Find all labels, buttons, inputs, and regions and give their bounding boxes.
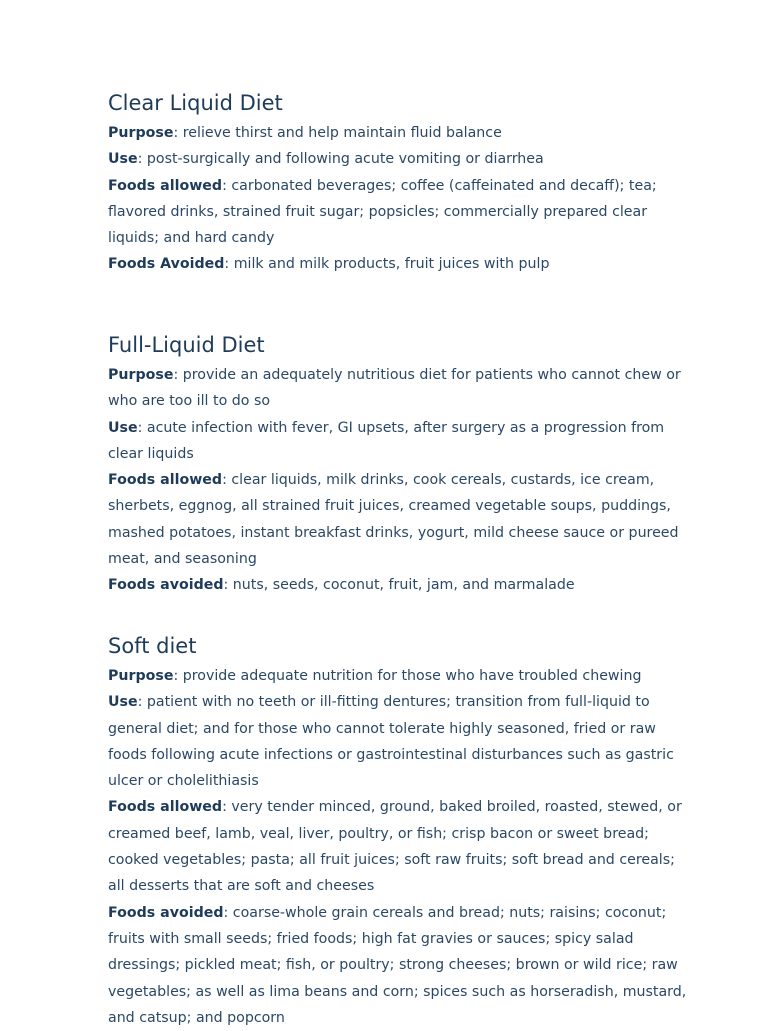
purpose-paragraph — [108, 120, 688, 146]
purpose-label: Purpose — [108, 668, 174, 684]
purpose-paragraph — [108, 663, 688, 689]
purpose-paragraph — [108, 362, 688, 415]
foods-allowed-text: : very tender minced, ground, baked broiled, roasted, stewed, or creamed beef, lamb, veal, liver, poultry, or fish; crisp bacon or sweet bread; cooked vegetables; pasta; all fruit juices; soft raw fruits; soft bread and cereals; all desserts that are soft and cheeses — [108, 799, 682, 895]
foods-allowed-paragraph — [108, 173, 688, 252]
use-text: : post-surgically and following acute vomiting or diarrhea — [137, 151, 544, 168]
foods-avoided-text: : milk and milk products, fruit juices with pulp — [224, 256, 550, 273]
use-label: Use — [108, 151, 138, 168]
section-title: Full-Liquid Diet — [108, 333, 265, 357]
section-clear-liquid-diet — [108, 88, 688, 278]
foods-allowed-label: Foods allowed — [108, 177, 223, 194]
use-paragraph — [108, 146, 688, 172]
foods-allowed-label: Foods allowed — [108, 472, 223, 489]
use-paragraph — [108, 415, 688, 468]
purpose-label: Purpose — [108, 367, 174, 383]
purpose-text: : provide an adequately nutritious diet for patients who cannot chew or who are too ill to do so — [108, 367, 681, 410]
use-paragraph — [108, 689, 688, 794]
purpose-label: Purpose — [108, 125, 174, 141]
use-text: : acute infection with fever, GI upsets, after surgery as a progression from clear liquids — [108, 419, 665, 462]
foods-avoided-text: : nuts, seeds, coconut, fruit, jam, and marmalade — [223, 577, 575, 594]
foods-avoided-paragraph — [108, 572, 688, 598]
foods-allowed-paragraph — [108, 467, 688, 572]
foods-avoided-label: Foods avoided — [108, 904, 224, 921]
use-label: Use — [108, 419, 138, 436]
foods-allowed-label: Foods allowed — [108, 799, 223, 816]
section-full-liquid-diet — [108, 330, 688, 599]
foods-allowed-paragraph — [108, 794, 688, 899]
foods-avoided-paragraph — [108, 900, 688, 1031]
use-text: : patient with no teeth or ill-fitting dentures; transition from full-liquid to general diet; and for those who cannot tolerate highly seasoned, fried or raw foods following acute infections or gastrointestinal disturbances such as gastric ulcer or cholelithiasis — [108, 694, 674, 790]
foods-avoided-paragraph — [108, 251, 688, 277]
purpose-text: : provide adequate nutrition for those who have troubled chewing — [173, 668, 642, 684]
foods-avoided-text: : coarse-whole grain cereals and bread; nuts; raisins; coconut; fruits with small seeds; fried foods; high fat gravies or sauces; spicy salad dressings; pickled meat; fish, or poultry; strong cheeses; brown or wild rice; raw vegetables; as well as lima beans and corn; spices such as horseradish, mustard, and catsup; and popcorn — [108, 904, 687, 1026]
section-title: Soft diet — [108, 634, 197, 658]
section-title: Clear Liquid Diet — [108, 91, 283, 115]
foods-avoided-label: Foods Avoided — [108, 256, 225, 273]
section-soft-diet — [108, 631, 688, 1031]
purpose-text: : relieve thirst and help maintain fluid balance — [173, 125, 502, 141]
foods-allowed-text: : clear liquids, milk drinks, cook cereals, custards, ice cream, sherbets, eggnog, all strained fruit juices, creamed vegetable soups, puddings, mashed potatoes, instant breakfast drinks, yogurt, mild cheese sauce or pureed meat, and seasoning — [108, 472, 679, 568]
use-label: Use — [108, 694, 138, 711]
foods-avoided-label: Foods avoided — [108, 577, 224, 594]
foods-allowed-text: : carbonated beverages; coffee (caffeinated and decaff); tea; flavored drinks, strained fruit sugar; popsicles; commercially prepared clear liquids; and hard candy — [108, 177, 657, 247]
